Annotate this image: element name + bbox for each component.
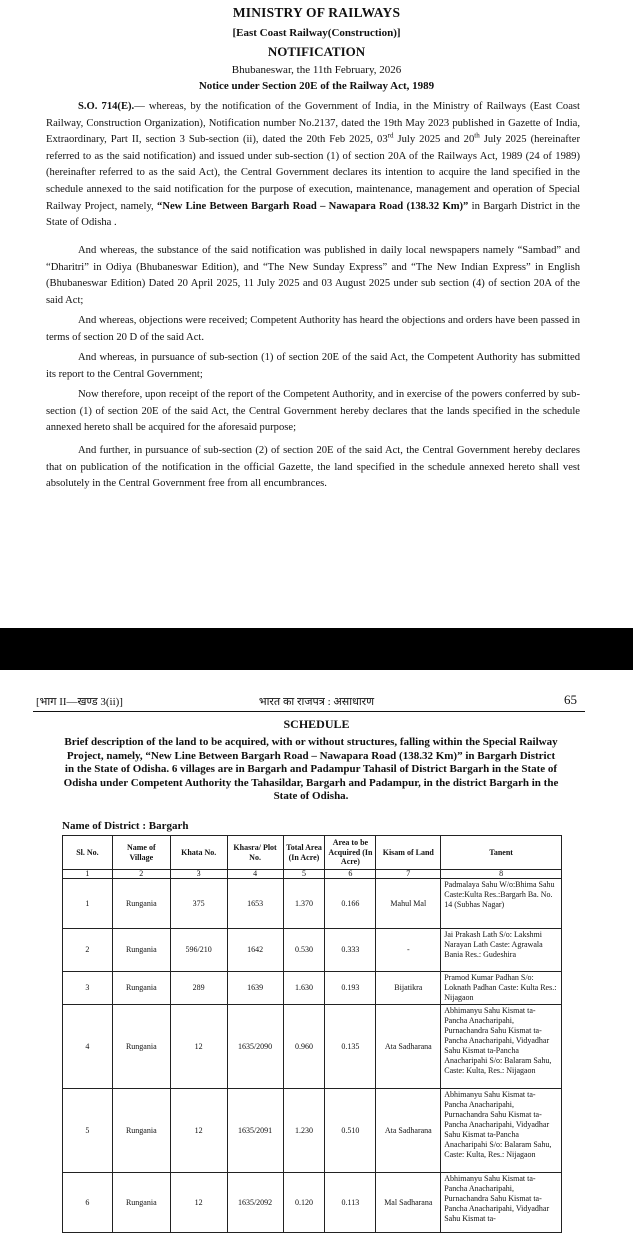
cell-khata: 12 (170, 1005, 227, 1089)
table-row (63, 972, 562, 1005)
notice-heading: Notice under Section 20E of the Railway Act, 1989 (198, 80, 435, 92)
cell-plot: 1635/2090 (227, 1005, 283, 1089)
cell-total-area: 0.960 (283, 1005, 325, 1089)
cell-sl: 2 (63, 929, 113, 972)
cell-acquired-area: 0.135 (325, 1005, 376, 1089)
cell-tenant: Abhimanyu Sahu Kismat ta-Pancha Anacharipahi, Purnachandra Sahu Kismat ta-Pancha Anacharipahi, Vidyadhar Sahu Kismat ta-Pancha Anacharipahi S/o: Balaram Sahu, Caste: Kulta, Res.: Nijagaon (441, 1089, 562, 1173)
cell-acquired-area: 0.193 (325, 972, 376, 1005)
cell-tenant: Pramod Kumar Padhan S/o: Loknath Padhan Caste: Kulta Res.: Nijagaon (441, 972, 562, 1005)
cell-plot: 1635/2091 (227, 1089, 283, 1173)
col-header-tenant: Tanent (441, 836, 562, 870)
cell-kisam: Mal Sadharana (376, 1173, 441, 1233)
gazette-title: भारत का राजपत्र : असाधारण (258, 696, 375, 708)
so-number: S.O. 714(E). (78, 101, 135, 112)
cell-khata: 289 (170, 972, 227, 1005)
paragraph-2: And whereas, the substance of the said notification was published in daily local newspapers namely “Sambad” and “Dharitri” in Odiya (Bhubaneswar Edition), and “The New Sunday Express” and “The New Indian Express” in English (Bhubaneswar Edition) Dated 20 April 2025, 11 July 2025 and 03 August 2025 under sub section (4) of section 20A of the said Act; (46, 245, 580, 306)
cell-acquired-area: 0.333 (325, 929, 376, 972)
col-header-khata: Khata No. (170, 836, 227, 870)
header-rule (33, 711, 585, 712)
cell-total-area: 0.120 (283, 1173, 325, 1233)
cell-village: Rungania (112, 929, 170, 972)
column-number-row (63, 870, 562, 879)
paragraph-4: And whereas, in pursuance of sub-section (1) of section 20E of the said Act, the Competent Authority has submitted its report to the Central Government; (46, 352, 580, 380)
department-heading: [East Coast Railway(Construction)] (232, 27, 401, 39)
table-row (63, 1005, 562, 1089)
table-row (63, 1173, 562, 1233)
gazette-part-label: [भाग II—खण्ड 3(ii)] (36, 696, 123, 708)
cell-village: Rungania (112, 972, 170, 1005)
p1-sup-1: rd (387, 131, 394, 140)
p1-text-a: — whereas, by the notification of the Government of India, in the Ministry of Railways (East Coast Railway, Construction Organization), Notification number No.2137, dated the 19th May 2023 published in Gazette of India, Extraordinary, Part II, section 3 Sub-section (ii), dated the 20th Feb 2025, 03 (46, 101, 580, 146)
cell-kisam: Mahul Mal (376, 879, 441, 929)
cell-sl: 5 (63, 1089, 113, 1173)
cell-village: Rungania (112, 879, 170, 929)
col-header-plot: Khasra/ Plot No. (227, 836, 283, 870)
col-number: 6 (325, 870, 376, 879)
cell-khata: 596/210 (170, 929, 227, 972)
cell-total-area: 0.530 (283, 929, 325, 972)
cell-acquired-area: 0.113 (325, 1173, 376, 1233)
cell-total-area: 1.370 (283, 879, 325, 929)
cell-tenant: Abhimanyu Sahu Kismat ta-Pancha Anacharipahi, Purnachandra Sahu Kismat ta-Pancha Anacharipahi, Vidyadhar Sahu Kismat ta- (441, 1173, 562, 1233)
col-number: 1 (63, 870, 113, 879)
cell-kisam: Ata Sadharana (376, 1089, 441, 1173)
p1-text-c: July 2025 (hereinafter referred to as the said notification) and issued under sub-section (1) of section 20A of the Railways Act, 1989 (24 of 1989) (hereinafter referred to as the said Act), the Central Government declares its intention to acquire the land specified in the schedule annexed to the said notification for the purpose of execution, maintenance, management and operation of Special Railway Project, namely, (46, 134, 580, 212)
district-name: Name of District : Bargarh (62, 820, 189, 832)
cell-tenant: Abhimanyu Sahu Kismat ta-Pancha Anacharipahi, Purnachandra Sahu Kismat ta-Pancha Anacharipahi, Vidyadhar Sahu Kismat ta-Pancha Anacharipahi S/o: Balaram Sahu, Caste: Kulta, Res.: Nijagaon (441, 1005, 562, 1089)
cell-khata: 12 (170, 1089, 227, 1173)
paragraph-3: And whereas, objections were received; Competent Authority has heard the objections and orders have been passed in terms of section 20 D of the said Act. (46, 315, 580, 343)
cell-acquired-area: 0.166 (325, 879, 376, 929)
page-separator (0, 628, 633, 670)
paragraph-5: Now therefore, upon receipt of the report of the Competent Authority, and in exercise of the powers conferred by sub-section (1) of section 20E of the said Act, the Central Government hereby declares that the lands specified in the schedule annexed hereto shall be acquired for the aforesaid purpose; (46, 389, 580, 434)
cell-kisam: Ata Sadharana (376, 1005, 441, 1089)
cell-khata: 12 (170, 1173, 227, 1233)
schedule-title: SCHEDULE (283, 717, 350, 731)
cell-village: Rungania (112, 1089, 170, 1173)
cell-sl: 4 (63, 1005, 113, 1089)
col-number: 5 (283, 870, 325, 879)
cell-sl: 1 (63, 879, 113, 929)
cell-khata: 375 (170, 879, 227, 929)
cell-sl: 3 (63, 972, 113, 1005)
cell-plot: 1642 (227, 929, 283, 972)
col-number: 3 (170, 870, 227, 879)
table-row (63, 929, 562, 972)
cell-kisam: - (376, 929, 441, 972)
p1-text-d: in Bargarh District in the State of Odisha . (46, 200, 581, 229)
table-row (63, 879, 562, 929)
p1-sup-2: th (474, 131, 480, 140)
table-header-row (63, 836, 562, 870)
cell-village: Rungania (112, 1173, 170, 1233)
notification-title: NOTIFICATION (267, 44, 366, 59)
col-header-kisam: Kisam of Land (376, 836, 441, 870)
cell-sl: 6 (63, 1173, 113, 1233)
paragraph-1 (46, 99, 580, 232)
col-number: 4 (227, 870, 283, 879)
col-number: 2 (112, 870, 170, 879)
col-number: 7 (376, 870, 441, 879)
cell-kisam: Bijatikra (376, 972, 441, 1005)
cell-tenant: Jai Prakash Lath S/o: Lakshmi Narayan Lath Caste: Agrawala Bania Res.: Gudeshira (441, 929, 562, 972)
cell-total-area: 1.230 (283, 1089, 325, 1173)
ministry-heading: MINISTRY OF RAILWAYS (232, 5, 401, 20)
col-header-sl: Sl. No. (63, 836, 113, 870)
cell-acquired-area: 0.510 (325, 1089, 376, 1173)
schedule-description: Brief description of the land to be acquired, with or without structures, falling within the Special Railway Project, namely, “New Line Between Bargarh Road – Nawapara Road (138.32 Km)” in Bargarh District in the State of Odisha. 6 villages are in Bargarh and Padampur Tahasil of District Bargarh in the State of Odisha under Competent Authority the Tahasildar, Bargarh and Padampur, in the district Bargarh in the State of Odisha. (63, 736, 559, 803)
cell-plot: 1639 (227, 972, 283, 1005)
col-header-village: Name of Village (112, 836, 170, 870)
place-date: Bhubaneswar, the 11th February, 2026 (231, 64, 402, 76)
col-number: 8 (441, 870, 562, 879)
table-row (63, 1089, 562, 1173)
p1-text-b: July 2025 and 20 (393, 134, 475, 146)
cell-plot: 1635/2092 (227, 1173, 283, 1233)
land-schedule-table (62, 835, 562, 1233)
cell-village: Rungania (112, 1005, 170, 1089)
col-header-acquired-area: Area to be Acquired (In Acre) (325, 836, 376, 870)
project-name: “New Line Between Bargarh Road – Nawapara Road (138.32 Km)” (157, 200, 469, 212)
col-header-total-area: Total Area (In Acre) (283, 836, 325, 870)
cell-total-area: 1.630 (283, 972, 325, 1005)
paragraph-6: And further, in pursuance of sub-section (2) of section 20E of the said Act, the Central Government hereby declares that on publication of the notification in the official Gazette, the land specified in the schedule annexed hereto shall vest absolutely in the Central Government free from all encumbrances. (46, 445, 580, 490)
cell-plot: 1653 (227, 879, 283, 929)
cell-tenant: Padmalaya Sahu W/o:Bhima Sahu Caste:Kulta Res.:Bargarh Ba. No. 14 (Subhas Nagar) (441, 879, 562, 929)
page-number: 65 (564, 692, 577, 707)
